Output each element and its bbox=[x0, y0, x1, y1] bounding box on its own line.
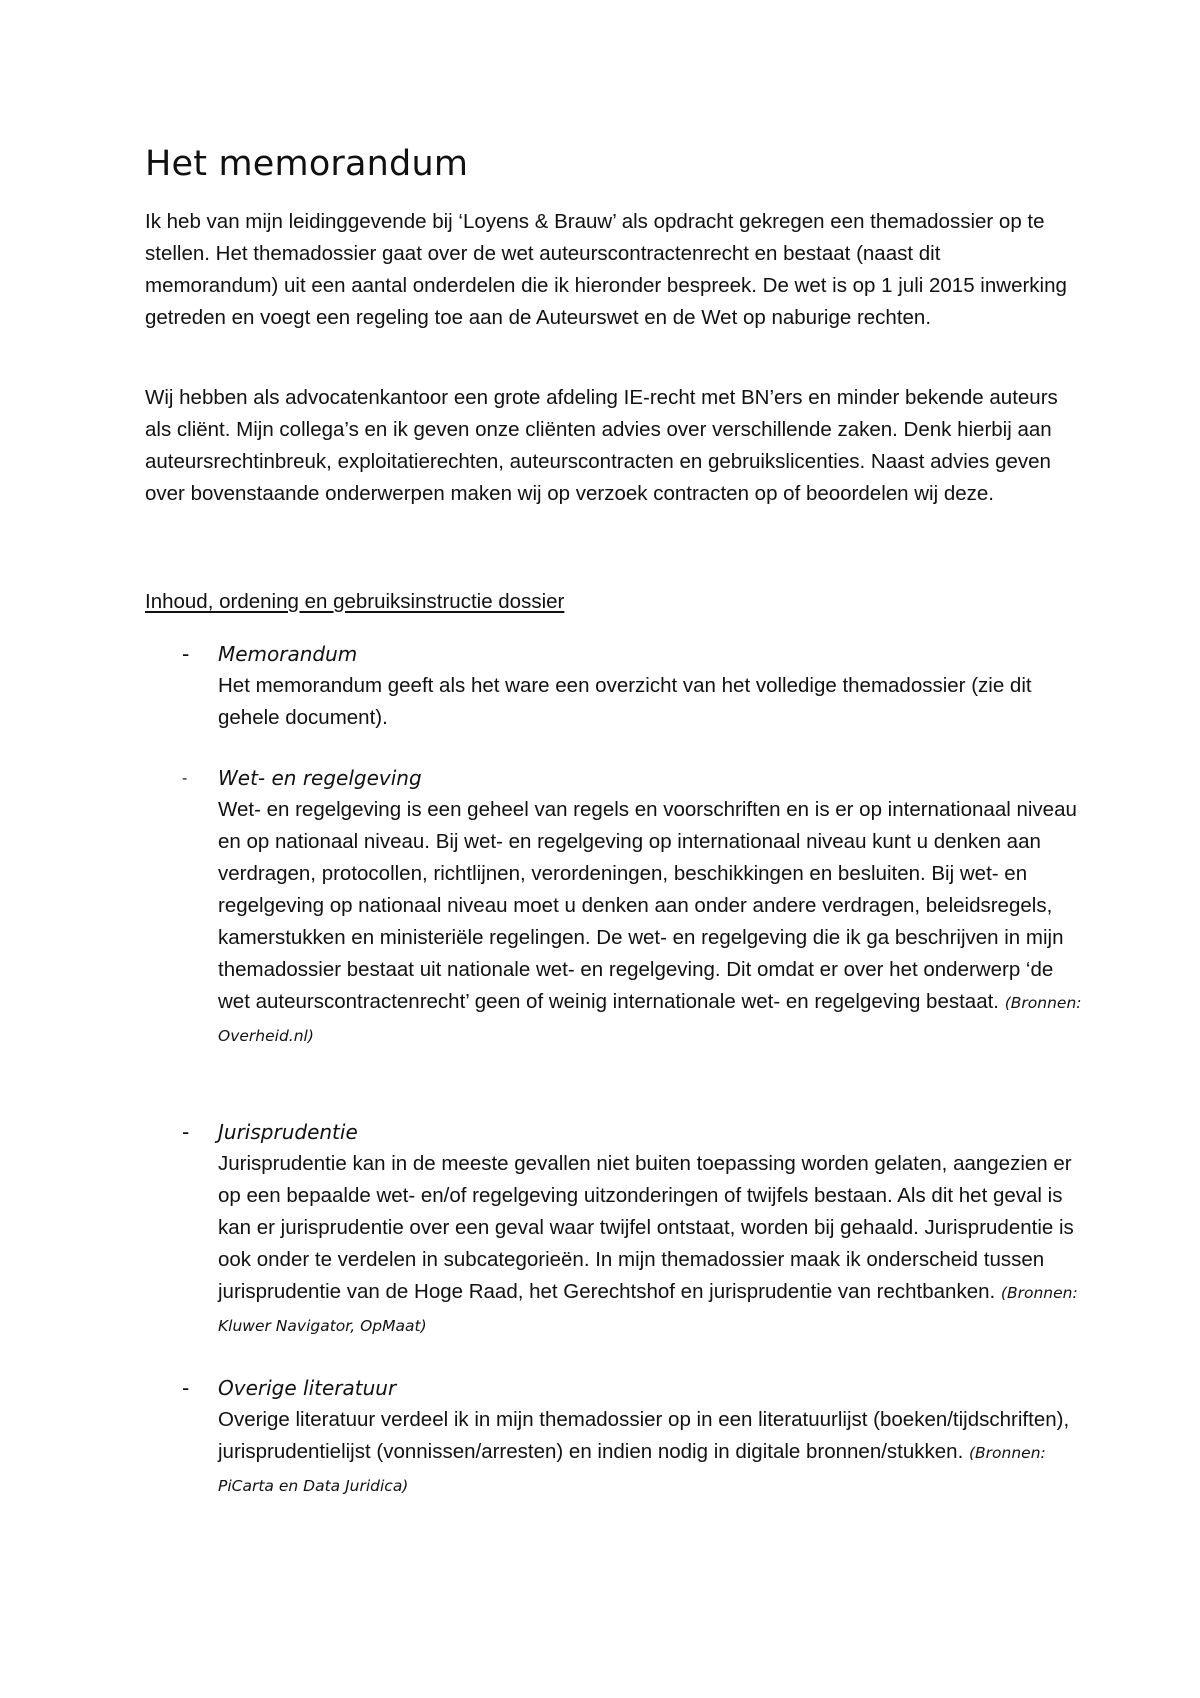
item-body: Het memorandum geeft als het ware een overzicht van het volledige themadossier (zie dit gehele document). bbox=[218, 674, 1032, 729]
source-citation: (Bronnen: Overheid.nl) bbox=[218, 994, 1082, 1045]
item-body: Jurisprudentie kan in de meeste gevallen niet buiten toepassing worden gelaten, aangezien er op een bepaalde wet- en/of regelgeving uitzonderingen of twijfels bestaan. Als dit het geval is kan er jurisprudentie over een geval waar twijfel ontstaat, worden bij gehaald. Jurisprudentie is ook onder te verdelen in subcategorieën. In mijn themadossier maak ik onderscheid tussen jurisprudentie van de Hoge Raad, het Gerechtshof en jurisprudentie van rechtbanken. bbox=[218, 1152, 1074, 1303]
item-text bbox=[218, 1404, 1088, 1502]
bullet-dash: - bbox=[182, 641, 190, 666]
item-text bbox=[218, 794, 1088, 1052]
bullet-dash: - bbox=[182, 1375, 190, 1400]
item-title: Memorandum bbox=[218, 642, 358, 666]
page-title: Het memorandum bbox=[145, 144, 469, 184]
item-title: Jurisprudentie bbox=[218, 1120, 358, 1144]
item-title: Overige literatuur bbox=[218, 1376, 397, 1400]
bullet-dash: - bbox=[182, 1119, 190, 1144]
section-heading: Inhoud, ordening en gebruiksinstructie dossier bbox=[145, 590, 565, 613]
item-title: Wet- en regelgeving bbox=[218, 766, 422, 790]
item-body: Wet- en regelgeving is een geheel van regels en voorschriften en is er op internationaal niveau en op nationaal niveau. Bij wet- en regelgeving op internationaal niveau kunt u denken aan verdragen, protocollen, richtlijnen, verordeningen, beschikkingen en besluiten. Bij wet- en regelgeving op nationaal niveau moet u denken aan onder andere verdragen, beleidsregels, kamerstukken en ministeriële regelingen. De wet- en regelgeving die ik ga beschrijven in mijn themadossier bestaat uit nationale wet- en regelgeving. Dit omdat er over het onderwerp ‘de wet auteurscontractenrecht’ geen of weinig internationale wet- en regelgeving bestaat. bbox=[218, 798, 1077, 1013]
bullet-dash: - bbox=[182, 770, 188, 787]
intro-paragraph: Ik heb van mijn leidinggevende bij ‘Loyens & Brauw’ als opdracht gekregen een themadossier op te stellen. Het themadossier gaat over de wet auteurscontractenrecht en bestaat (naast dit memorandum) uit een aantal onderdelen die ik hieronder bespreek. De wet is op 1 juli 2015 inwerking getreden en voegt een regeling toe aan de Auteurswet en de Wet op naburige rechten. bbox=[145, 210, 1067, 329]
source-citation: (Bronnen: PiCarta en Data Juridica) bbox=[218, 1444, 1046, 1495]
item-text bbox=[218, 1148, 1088, 1342]
item-text bbox=[218, 670, 1088, 734]
item-body: Overige literatuur verdeel ik in mijn themadossier op in een literatuurlijst (boeken/tijdschriften), jurisprudentielijst (vonnissen/arresten) en indien nodig in digitale bronnen/stukken. bbox=[218, 1408, 1070, 1463]
source-citation: (Bronnen: Kluwer Navigator, OpMaat) bbox=[218, 1284, 1078, 1335]
firm-paragraph: Wij hebben als advocatenkantoor een grote afdeling IE-recht met BN’ers en minder bekende auteurs als cliënt. Mijn collega’s en ik geven onze cliënten advies over verschillende zaken. Denk hierbij aan auteursrechtinbreuk, exploitatierechten, auteurscontracten en gebruikslicenties. Naast advies geven over bovenstaande onderwerpen maken wij op verzoek contracten op of beoordelen wij deze. bbox=[145, 386, 1058, 505]
